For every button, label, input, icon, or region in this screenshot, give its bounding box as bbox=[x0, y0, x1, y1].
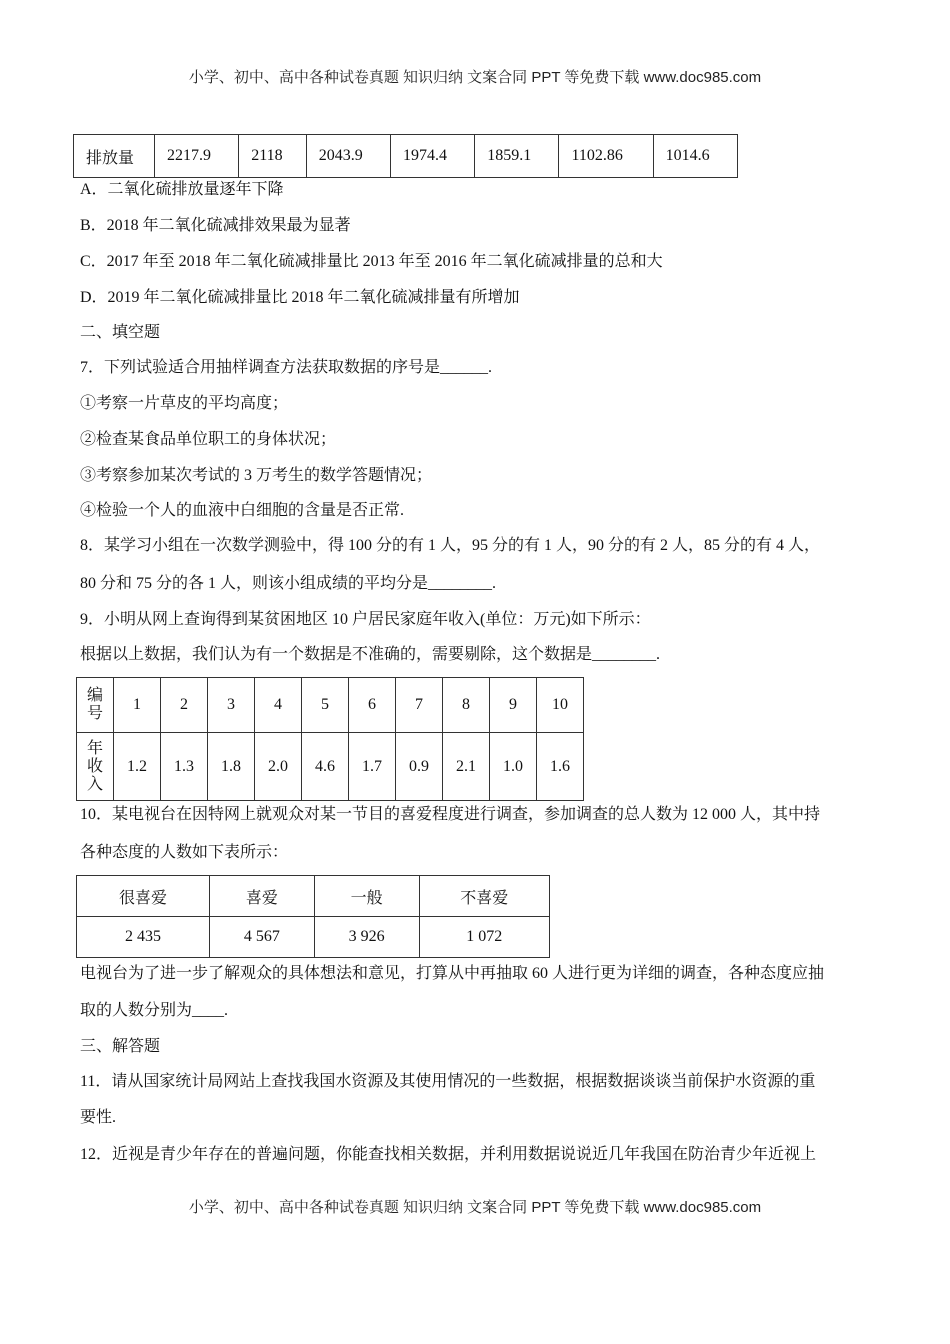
question-10-after: 电视台为了进一步了解观众的具体想法和意见，打算从中再抽取 60 人进行更为详细的调查，各种态度应抽 bbox=[80, 965, 825, 982]
cell: 1974.4 bbox=[390, 135, 474, 178]
question-9-cont: 根据以上数据，我们认为有一个数据是不准确的，需要剔除，这个数据是________. bbox=[80, 646, 661, 663]
row-label: 编 号 bbox=[77, 678, 114, 733]
question-9: 9．小明从网上查询得到某贫困地区 10 户居民家庭年收入(单位：万元)如下所示： bbox=[80, 611, 651, 628]
cell: 1014.6 bbox=[653, 135, 737, 178]
question-8-cont: 80 分和 75 分的各 1 人，则该小组成绩的平均分是________. bbox=[80, 575, 497, 592]
cell: 1.6 bbox=[537, 733, 584, 801]
q7-item: ②检查某食品单位职工的身体状况； bbox=[80, 431, 337, 448]
row-label: 排放量 bbox=[74, 135, 155, 178]
option-a: A．二氧化硫排放量逐年下降 bbox=[80, 181, 284, 198]
cell: 1 bbox=[114, 678, 161, 733]
cell: 1859.1 bbox=[475, 135, 559, 178]
row-label: 年 收 入 bbox=[77, 733, 114, 801]
cell: 3 bbox=[208, 678, 255, 733]
header-cell: 一般 bbox=[314, 876, 419, 917]
cell: 8 bbox=[443, 678, 490, 733]
attitude-table bbox=[76, 875, 550, 958]
q7-item: ④检验一个人的血液中白细胞的含量是否正常. bbox=[80, 502, 405, 519]
question-8: 8．某学习小组在一次数学测验中，得 100 分的有 1 人，95 分的有 1 人，90 分的有 2 人，85 分的有 4 人， bbox=[80, 537, 821, 554]
cell: 1.3 bbox=[161, 733, 208, 801]
cell: 1.8 bbox=[208, 733, 255, 801]
q7-item: ①考察一片草皮的平均高度； bbox=[80, 395, 289, 412]
cell: 7 bbox=[396, 678, 443, 733]
cell: 1102.86 bbox=[559, 135, 653, 178]
cell: 2043.9 bbox=[306, 135, 390, 178]
question-10: 10．某电视台在因特网上就观众对某一节目的喜爱程度进行调查，参加调查的总人数为 12 000 人，其中持 bbox=[80, 806, 821, 823]
cell: 2118 bbox=[239, 135, 306, 178]
page-footer: 小学、初中、高中各种试卷真题 知识归纳 文案合同 PPT 等免费下载 www.doc985.com bbox=[188, 1199, 762, 1216]
income-table bbox=[76, 677, 584, 801]
cell: 2.0 bbox=[255, 733, 302, 801]
question-12: 12．近视是青少年存在的普遍问题，你能查找相关数据，并利用数据说说近几年我国在防治青少年近视上 bbox=[80, 1146, 817, 1163]
header-cell: 喜爱 bbox=[210, 876, 315, 917]
cell: 6 bbox=[349, 678, 396, 733]
option-c: C．2017 年至 2018 年二氧化硫减排量比 2013 年至 2016 年二氧化硫减排量的总和大 bbox=[80, 253, 663, 270]
cell: 2 435 bbox=[77, 917, 210, 958]
question-10-after: 取的人数分别为____. bbox=[80, 1002, 229, 1019]
option-b: B．2018 年二氧化硫减排效果最为显著 bbox=[80, 217, 351, 234]
header-cell: 不喜爱 bbox=[419, 876, 549, 917]
cell: 2217.9 bbox=[155, 135, 239, 178]
cell: 1.2 bbox=[114, 733, 161, 801]
cell: 1 072 bbox=[419, 917, 549, 958]
cell: 2.1 bbox=[443, 733, 490, 801]
cell: 4.6 bbox=[302, 733, 349, 801]
cell: 1.0 bbox=[490, 733, 537, 801]
question-11: 11．请从国家统计局网站上查找我国水资源及其使用情况的一些数据，根据数据谈谈当前保护水资源的重 bbox=[80, 1073, 816, 1090]
cell: 4 bbox=[255, 678, 302, 733]
emission-table bbox=[73, 134, 738, 178]
cell: 0.9 bbox=[396, 733, 443, 801]
cell: 5 bbox=[302, 678, 349, 733]
q7-item: ③考察参加某次考试的 3 万考生的数学答题情况； bbox=[80, 467, 433, 484]
cell: 10 bbox=[537, 678, 584, 733]
cell: 3 926 bbox=[314, 917, 419, 958]
cell: 9 bbox=[490, 678, 537, 733]
header-cell: 很喜爱 bbox=[77, 876, 210, 917]
cell: 4 567 bbox=[210, 917, 315, 958]
question-7: 7．下列试验适合用抽样调查方法获取数据的序号是______. bbox=[80, 359, 493, 376]
question-11-cont: 要性. bbox=[80, 1109, 117, 1126]
page-header: 小学、初中、高中各种试卷真题 知识归纳 文案合同 PPT 等免费下载 www.doc985.com bbox=[188, 69, 762, 86]
option-d: D．2019 年二氧化硫减排量比 2018 年二氧化硫减排量有所增加 bbox=[80, 289, 520, 306]
section-heading: 二、填空题 bbox=[80, 324, 161, 341]
section-heading: 三、解答题 bbox=[80, 1038, 161, 1055]
cell: 2 bbox=[161, 678, 208, 733]
question-10-cont: 各种态度的人数如下表所示： bbox=[80, 844, 289, 861]
cell: 1.7 bbox=[349, 733, 396, 801]
